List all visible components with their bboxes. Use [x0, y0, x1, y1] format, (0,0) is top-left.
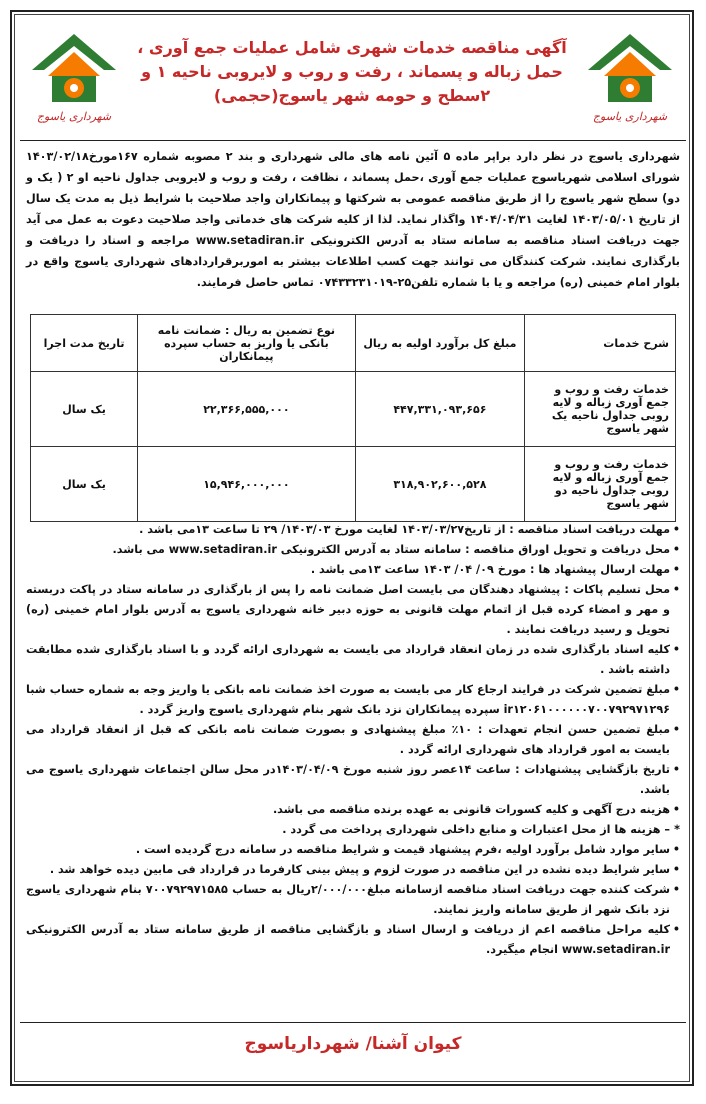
table-row	[31, 447, 676, 522]
table-cell: ۱۵,۹۴۶,۰۰۰,۰۰۰	[138, 447, 355, 522]
municipality-emblem-icon	[24, 30, 124, 108]
list-item: • مبلغ تضمین شرکت در فرایند ارجاع کار می بایست به صورت اخذ ضمانت نامه بانکی یا واریز وجه به شماره حساب شبا ir۱۲۰۶۱۰۰۰۰۰۰۷۰۰۷۹۲۹۷۱۲۹۶ سپرده پیمانکاران نزد بانک شهر بنام شهرداری یاسوج واریز گردد .	[26, 680, 680, 720]
list-item: • کلیه اسناد بارگذاری شده در زمان انعقاد قرارداد می بایست به شهرداری ارائه گردد و با اسناد بارگذاری شده مطابقت داشته باشد .	[26, 640, 680, 680]
intro-paragraph: شهرداری یاسوج در نظر دارد براپر ماده ۵ آئین نامه های مالی شهرداری و بند ۲ مصوبه شماره ۱۶۷مورخ۱۴۰۳/۰۲/۱۸ شورای اسلامی شهریاسوج عملیات جمع آوری ،حمل پسماند ، نظافت ، رفت و روب و لایروبی جداول ناحیه او ۲ ( یک و دو) سطح شهر یاسوج را از طریق مناقصه عمومی به شرکتها و پیمانکاران واجد صلاحیت با شرایط ذیل به مدت یک سال از تاریخ ۱۴۰۳/۰۵/۰۱ لغایت ۱۴۰۴/۰۴/۳۱ واگذار نماید. لذا از کلیه شرکت های خدماتی واجد صلاحیت دعوت به عمل می آید جهت دریافت اسناد مناقصه به سامانه ستاد به آدرس الکترونیکی www.setadiran.ir مراجعه و اسناد را دریافت و بارگذاری نمایند. شرکت کنندگان می توانند جهت کسب اطلاعات بیشتر به اموربرقراردادهای شهرداری یاسوج واقع در بلوار امام خمینی (ره) مراجعه و یا با شماره تلفن۲۵-۰۷۴۳۳۲۳۱۰۱۹ تماس حاصل فرمایند.	[26, 150, 681, 289]
logo-left	[24, 30, 124, 130]
list-item: • سایر موارد شامل برآورد اولیه ،فرم پیشنهاد قیمت و شرایط مناقصه در سامانه درج گردیده است .	[26, 840, 680, 860]
conditions-list	[26, 520, 680, 960]
page-title: آگهی مناقصه خدمات شهری شامل عملیات جمع آوری ، حمل زباله و پسماند ، رفت و روب و لایروبی ناحیه ۱ و ۲سطح و حومه شهر یاسوج(حجمی)	[137, 38, 567, 105]
logo-caption: شهرداری یاسوج	[36, 110, 112, 123]
table-cell: یک سال	[31, 447, 138, 522]
list-item: • سایر شرایط دیده نشده در این مناقصه در صورت لزوم و پیش بینی کارفرما در قرارداد فی مابین دیده خواهد شد .	[26, 860, 680, 880]
list-item: • شرکت کننده جهت دریافت اسناد مناقصه ازسامانه مبلغ۲/۰۰۰/۰۰۰ریال به حساب ۷۰۰۷۹۲۹۷۱۵۸۵ بنام شهرداری یاسوج نزد بانک شهر از طریق سامانه واریز نمایند.	[26, 880, 680, 920]
list-item: • محل دریافت و تحویل اوراق مناقصه : سامانه ستاد به آدرس الکترونیکی www.setadiran.ir می باشد.	[26, 540, 680, 560]
table-cell: خدمات رفت و روب و جمع آوری زباله و لایه روبی جداول ناحیه دو شهر یاسوج	[525, 447, 676, 522]
list-item: • مهلت ارسال پیشنهاد ها : مورخ ۰۹/ ۰۴/ ۱۴۰۳ ساعت ۱۳می باشد .	[26, 560, 680, 580]
list-item: • کلیه مراحل مناقصه اعم از دریافت و ارسال اسناد و بازگشایی مناقصه از طریق سامانه ستاد به آدرس الکترونیکی www.setadiran.ir انجام میگیرد.	[26, 920, 680, 960]
table-header-row	[31, 315, 676, 372]
list-item: • محل تسلیم پاکات : پیشنهاد دهندگان می بایست اصل ضمانت نامه را پس از بارگذاری در سامانه ستاد در پاکت دربسته و مهر و امضاء کرده قبل از اتمام مهلت قانونی به حوزه دبیر خانه شهرداری یاسوج به آدرس بلوار امام خمینی (ره) تحویل و رسید دریافت نمایند .	[26, 580, 680, 640]
list-item: • مبلغ تضمین حسن انجام تعهدات : ۱۰٪ مبلغ پیشنهادی و بصورت ضمانت نامه بانکی که قبل از انعقاد قرارداد می بایست به امور قرارداد های شهرداری ارائه گردد .	[26, 720, 680, 760]
footer-divider	[20, 1022, 686, 1023]
table-cell: ۲۲,۳۶۶,۵۵۵,۰۰۰	[138, 372, 355, 447]
logo-caption: شهرداری یاسوج	[592, 110, 668, 123]
header-divider	[20, 140, 686, 141]
list-item: • هزینه درج آگهی و کلیه کسورات قانونی به عهده برنده مناقصه می باشد.	[26, 800, 680, 820]
table-cell: ۳۱۸,۹۰۲,۶۰۰,۵۲۸	[355, 447, 525, 522]
services-table	[30, 314, 676, 522]
table-cell: خدمات رفت و روب و جمع آوری زباله و لایه روبی جداول ناحیه یک شهر یاسوج	[525, 372, 676, 447]
list-item: * – هزینه ها از محل اعتبارات و منابع داخلی شهرداری پرداخت می گردد .	[26, 820, 680, 840]
table-header-cell: نوع تضمین به ریال : ضمانت نامه بانکی یا واریز به حساب سپرده پیمانکاران	[138, 315, 355, 372]
logo-right	[580, 30, 680, 130]
header	[20, 24, 684, 136]
table-cell: یک سال	[31, 372, 138, 447]
list-item: • تاریخ بازگشایی پیشنهادات : ساعت ۱۴عصر روز شنبه مورخ ۱۴۰۳/۰۴/۰۹در محل سالن اجتماعات شهرداری یاسوج می باشد.	[26, 760, 680, 800]
signature: کیوان آشنا/ شهرداریاسوج	[244, 1034, 462, 1054]
table-row	[31, 372, 676, 447]
municipality-emblem-icon	[580, 30, 680, 108]
table-cell: ۴۴۷,۳۳۱,۰۹۳,۶۵۶	[355, 372, 525, 447]
table-header-cell: مبلغ کل برآورد اولیه به ریال	[355, 315, 525, 372]
list-item: • مهلت دریافت اسناد مناقصه : از تاریخ۱۴۰۳/۰۳/۲۷ لغایت مورخ ۱۴۰۳/۰۳/ ۲۹ تا ساعت ۱۳می باشد .	[26, 520, 680, 540]
table-header-cell: شرح خدمات	[525, 315, 676, 372]
table-header-cell: تاریخ مدت اجرا	[31, 315, 138, 372]
